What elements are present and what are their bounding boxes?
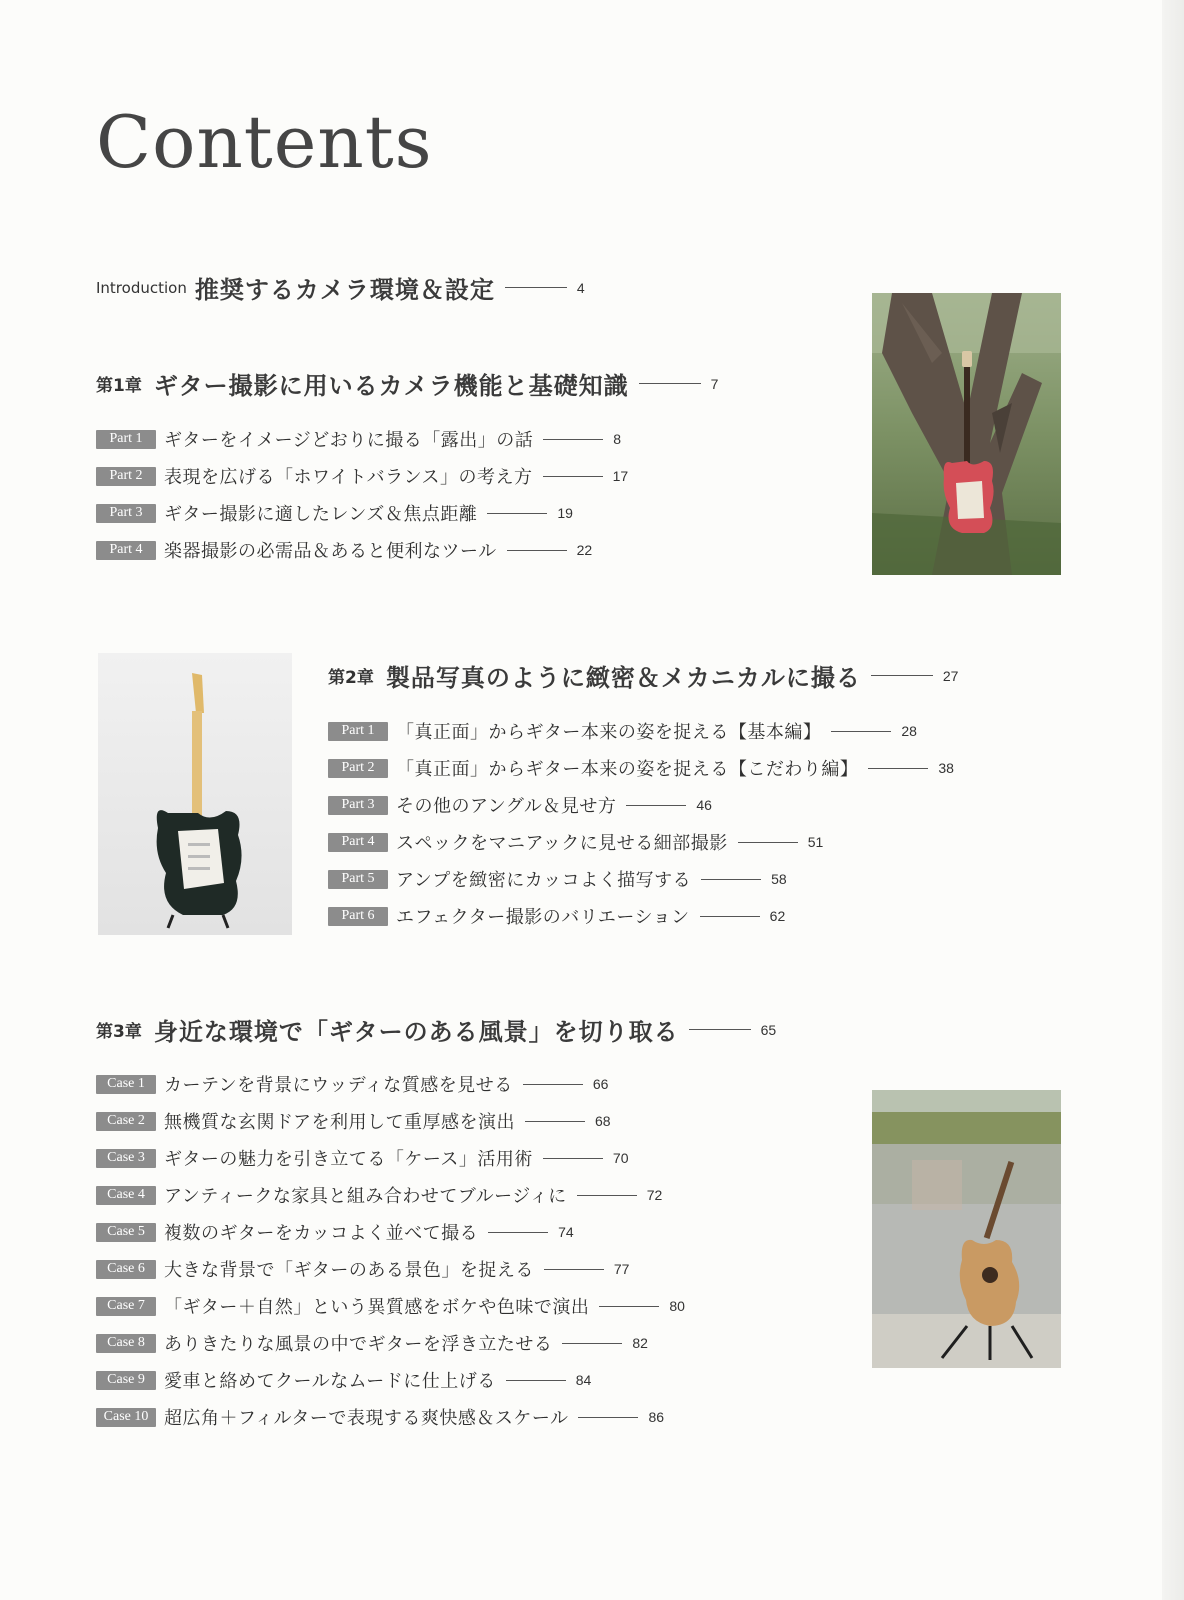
item-title: 「真正面」からギター本来の姿を捉える【基本編】 (396, 722, 822, 743)
list-item[interactable] (96, 1219, 574, 1245)
chapter-label: 第3章 (96, 1022, 142, 1042)
case-badge: Case 4 (96, 1186, 156, 1205)
page-number: 8 (613, 431, 622, 447)
leader-line (578, 1417, 638, 1418)
page-number: 70 (612, 1150, 629, 1166)
leader-line (543, 476, 603, 477)
leader-line (505, 287, 567, 288)
page-number: 82 (632, 1335, 648, 1351)
case-badge: Case 9 (96, 1371, 156, 1390)
leader-line (562, 1343, 622, 1344)
list-item[interactable] (96, 1182, 662, 1208)
introduction-label: Introduction (96, 278, 187, 297)
case-badge: Case 5 (96, 1223, 156, 1242)
leader-line (599, 1306, 659, 1307)
list-item[interactable] (328, 829, 823, 855)
page-number: 46 (696, 797, 712, 813)
case-badge: Case 7 (96, 1297, 156, 1316)
leader-line (868, 768, 928, 769)
list-item[interactable] (96, 1330, 648, 1356)
page-number: 68 (594, 1113, 611, 1129)
introduction-title: 推奨するカメラ環境＆設定 (194, 276, 495, 304)
list-item[interactable] (96, 1108, 611, 1134)
case-badge: Case 10 (96, 1408, 156, 1427)
part-badge: Part 4 (96, 541, 156, 560)
item-title: 愛車と絡めてクールなムードに仕上げる (164, 1371, 496, 1392)
leader-line (689, 1029, 751, 1030)
chapter3-heading[interactable] (96, 1012, 776, 1047)
page-number: 17 (612, 468, 629, 484)
item-title: ギターをイメージどおりに撮る「露出」の話 (164, 430, 534, 451)
leader-line (626, 805, 686, 806)
leader-line (871, 675, 933, 676)
chapter1-heading[interactable] (96, 366, 718, 401)
page-number: 66 (592, 1076, 609, 1092)
chapter-title: ギター撮影に用いるカメラ機能と基礎知識 (153, 372, 629, 400)
item-title: 表現を広げる「ホワイトバランス」の考え方 (164, 467, 533, 488)
introduction-entry[interactable] (96, 270, 585, 305)
list-item[interactable] (328, 903, 785, 929)
list-item[interactable] (96, 1367, 591, 1393)
item-title: カーテンを背景にウッディな質感を見せる (164, 1075, 513, 1096)
part-badge: Part 4 (328, 833, 388, 852)
list-item[interactable] (96, 1293, 685, 1319)
leader-line (488, 1232, 548, 1233)
part-badge: Part 3 (96, 504, 156, 523)
page-number: 28 (901, 723, 917, 739)
leader-line (738, 842, 798, 843)
list-item[interactable] (328, 755, 954, 781)
page-number: 74 (558, 1224, 574, 1240)
leader-line (506, 1380, 566, 1381)
page-number: 38 (938, 760, 954, 776)
leader-line (543, 1158, 603, 1159)
case-badge: Case 1 (96, 1075, 156, 1094)
chapter-label: 第2章 (328, 668, 374, 688)
item-title: アンプを緻密にカッコよく描写する (396, 870, 692, 891)
page-number: 77 (613, 1261, 630, 1277)
page-edge-shadow (1162, 0, 1184, 1600)
page-number: 27 (942, 667, 959, 684)
case-badge: Case 6 (96, 1260, 156, 1279)
part-badge: Part 5 (328, 870, 388, 889)
page-title: Contents (96, 100, 433, 184)
page-number: 80 (669, 1298, 685, 1314)
list-item[interactable] (96, 463, 628, 489)
item-title: 「ギター＋自然」という異質感をボケや色味で演出 (164, 1297, 590, 1318)
list-item[interactable] (96, 1145, 629, 1171)
page-number: 65 (760, 1021, 777, 1038)
chapter-title: 製品写真のように緻密＆メカニカルに撮る (385, 664, 861, 692)
page-number: 58 (771, 871, 787, 887)
leader-line (523, 1084, 583, 1085)
page-number: 7 (710, 375, 719, 392)
page-number: 4 (576, 279, 585, 296)
list-item[interactable] (96, 426, 621, 452)
list-item[interactable] (96, 1071, 608, 1097)
item-title: 超広角＋フィルターで表現する爽快感＆スケール (164, 1408, 569, 1429)
leader-line (544, 1269, 604, 1270)
list-item[interactable] (328, 718, 917, 744)
page-number: 51 (807, 834, 824, 850)
leader-line (507, 550, 567, 551)
red-guitar-tree-photo (872, 293, 1061, 575)
item-title: ありきたりな風景の中でギターを浮き立たせる (164, 1334, 553, 1355)
list-item[interactable] (96, 500, 573, 526)
item-title: ギターの魅力を引き立てる「ケース」活用術 (164, 1149, 533, 1170)
leader-line (577, 1195, 637, 1196)
page-number: 72 (646, 1187, 663, 1203)
part-badge: Part 3 (328, 796, 388, 815)
item-title: 楽器撮影の必需品＆あると便利なツール (164, 541, 497, 562)
leader-line (487, 513, 547, 514)
leader-line (639, 383, 701, 384)
leader-line (831, 731, 891, 732)
part-badge: Part 6 (328, 907, 388, 926)
item-title: エフェクター撮影のバリエーション (396, 907, 690, 928)
item-title: 「真正面」からギター本来の姿を捉える【こだわり編】 (396, 759, 859, 780)
page-number: 62 (769, 908, 786, 924)
case-badge: Case 3 (96, 1149, 156, 1168)
leader-line (700, 916, 760, 917)
case-badge: Case 8 (96, 1334, 156, 1353)
list-item[interactable] (96, 1256, 629, 1282)
part-badge: Part 1 (328, 722, 388, 741)
part-badge: Part 1 (96, 430, 156, 449)
page-number: 19 (557, 505, 573, 521)
black-guitar-photo (98, 653, 292, 935)
acoustic-guitar-lake-photo (872, 1090, 1061, 1368)
item-title: 無機質な玄関ドアを利用して重厚感を演出 (164, 1112, 515, 1133)
leader-line (543, 439, 603, 440)
list-item[interactable] (328, 792, 712, 818)
list-item[interactable] (328, 866, 787, 892)
item-title: ギター撮影に適したレンズ＆焦点距離 (164, 504, 478, 525)
item-title: 複数のギターをカッコよく並べて撮る (164, 1223, 479, 1244)
item-title: その他のアングル＆見せ方 (396, 796, 617, 817)
list-item[interactable] (96, 537, 592, 563)
item-title: アンティークな家具と組み合わせてブルージィに (164, 1186, 567, 1207)
case-badge: Case 2 (96, 1112, 156, 1131)
list-item[interactable] (96, 1404, 664, 1430)
chapter2-heading[interactable] (328, 658, 958, 693)
item-title: 大きな背景で「ギターのある景色」を捉える (164, 1260, 534, 1281)
part-badge: Part 2 (96, 467, 156, 486)
page-number: 86 (648, 1409, 665, 1425)
leader-line (701, 879, 761, 880)
leader-line (525, 1121, 585, 1122)
page-number: 22 (576, 542, 593, 558)
chapter-label: 第1章 (96, 376, 142, 396)
item-title: スペックをマニアックに見せる細部撮影 (396, 833, 728, 854)
chapter-title: 身近な環境で「ギターのある風景」を切り取る (153, 1018, 679, 1046)
page-number: 84 (575, 1372, 592, 1388)
part-badge: Part 2 (328, 759, 388, 778)
